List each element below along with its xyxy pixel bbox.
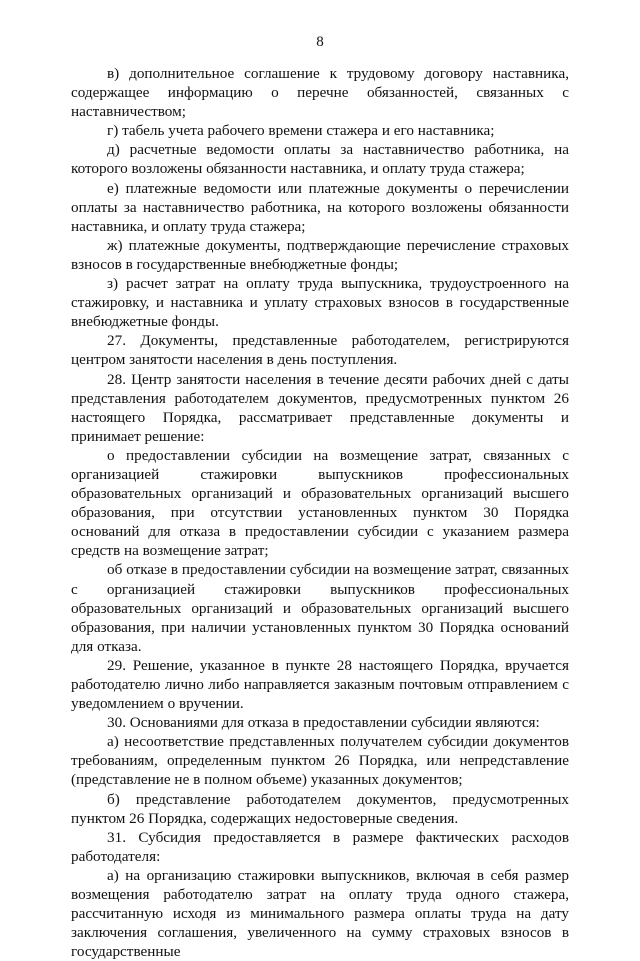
paragraph-28-decision: 28. Центр занятости населения в течение десяти рабочих дней с даты представления работодателем документов, предусмотренных пунктом 26 настоящего Порядка, рассматривает представленные документы и принимает решение:	[71, 370, 569, 445]
paragraph-30-refusal-grounds: 30. Основаниями для отказа в предоставлении субсидии являются:	[107, 714, 540, 732]
paragraph-31a-internship-costs: а) на организацию стажировки выпускников, включая в себя размер возмещения работодателю затрат на оплату труда одного стажера, рассчитанную исходя из минимального размера оплаты труда на дату заключения соглашения, увеличенного на сумму страховых взносов в государственные	[71, 866, 569, 961]
paragraph-g-timesheet: г) табель учета рабочего времени стажера и его наставника;	[107, 122, 495, 140]
paragraph-d-payroll-statements: д) расчетные ведомости оплаты за наставничество работника, на которого возложены обязанности наставника, и оплату труда стажера;	[71, 141, 569, 178]
paragraph-29-delivery: 29. Решение, указанное в пункте 28 настоящего Порядка, вручается работодателю лично либо направляется заказным почтовым отправлением с уведомлением о вручении.	[71, 656, 569, 713]
document-body	[71, 64, 569, 961]
paragraph-31-subsidy-amount: 31. Субсидия предоставляется в размере фактических расходов работодателя:	[71, 828, 569, 865]
paragraph-z-cost-calculation: з) расчет затрат на оплату труда выпускника, трудоустроенного на стажировку, и наставника и уплату страховых взносов в государственные внебюджетные фонды.	[71, 275, 569, 331]
paragraph-zh-insurance-payments: ж) платежные документы, подтверждающие перечисление страховых взносов в государственные внебюджетные фонды;	[71, 236, 569, 273]
paragraph-30a-nonconformity: а) несоответствие представленных получателем субсидии документов требованиям, определенным пунктом 26 Порядка, или непредставление (представление не в полном объеме) указанных документов;	[71, 733, 569, 789]
paragraph-e-payment-statements: е) платежные ведомости или платежные документы о перечислении оплаты за наставничество работника, на которого возложены обязанности наставника, и оплату труда стажера;	[71, 179, 569, 235]
paragraph-28-grant-subsidy: о предоставлении субсидии на возмещение затрат, связанных с организацией стажировки выпускников профессиональных образовательных организаций и образовательных организаций высшего образования, при отсутствии установленных пунктом 30 Порядка оснований для отказа в предоставлении субсидии с указанием размера средств на возмещение затрат;	[71, 446, 569, 560]
paragraph-v-supplementary-agreement: в) дополнительное соглашение к трудовому договору наставника, содержащее информацию о перечне обязанностей, связанных с наставничеством;	[71, 65, 569, 121]
page-number: 8	[316, 34, 324, 50]
paragraph-30b-false-info: б) представление работодателем документов, предусмотренных пунктом 26 Порядка, содержащих недостоверные сведения.	[71, 790, 569, 827]
paragraph-27-registration: 27. Документы, представленные работодателем, регистрируются центром занятости населения в день поступления.	[71, 332, 569, 369]
paragraph-28-refuse-subsidy: об отказе в предоставлении субсидии на возмещение затрат, связанных с организацией стажировки выпускников профессиональных образовательных организаций и образовательных организаций высшего образования, при наличии установленных пунктом 30 Порядка оснований для отказа.	[71, 561, 569, 655]
